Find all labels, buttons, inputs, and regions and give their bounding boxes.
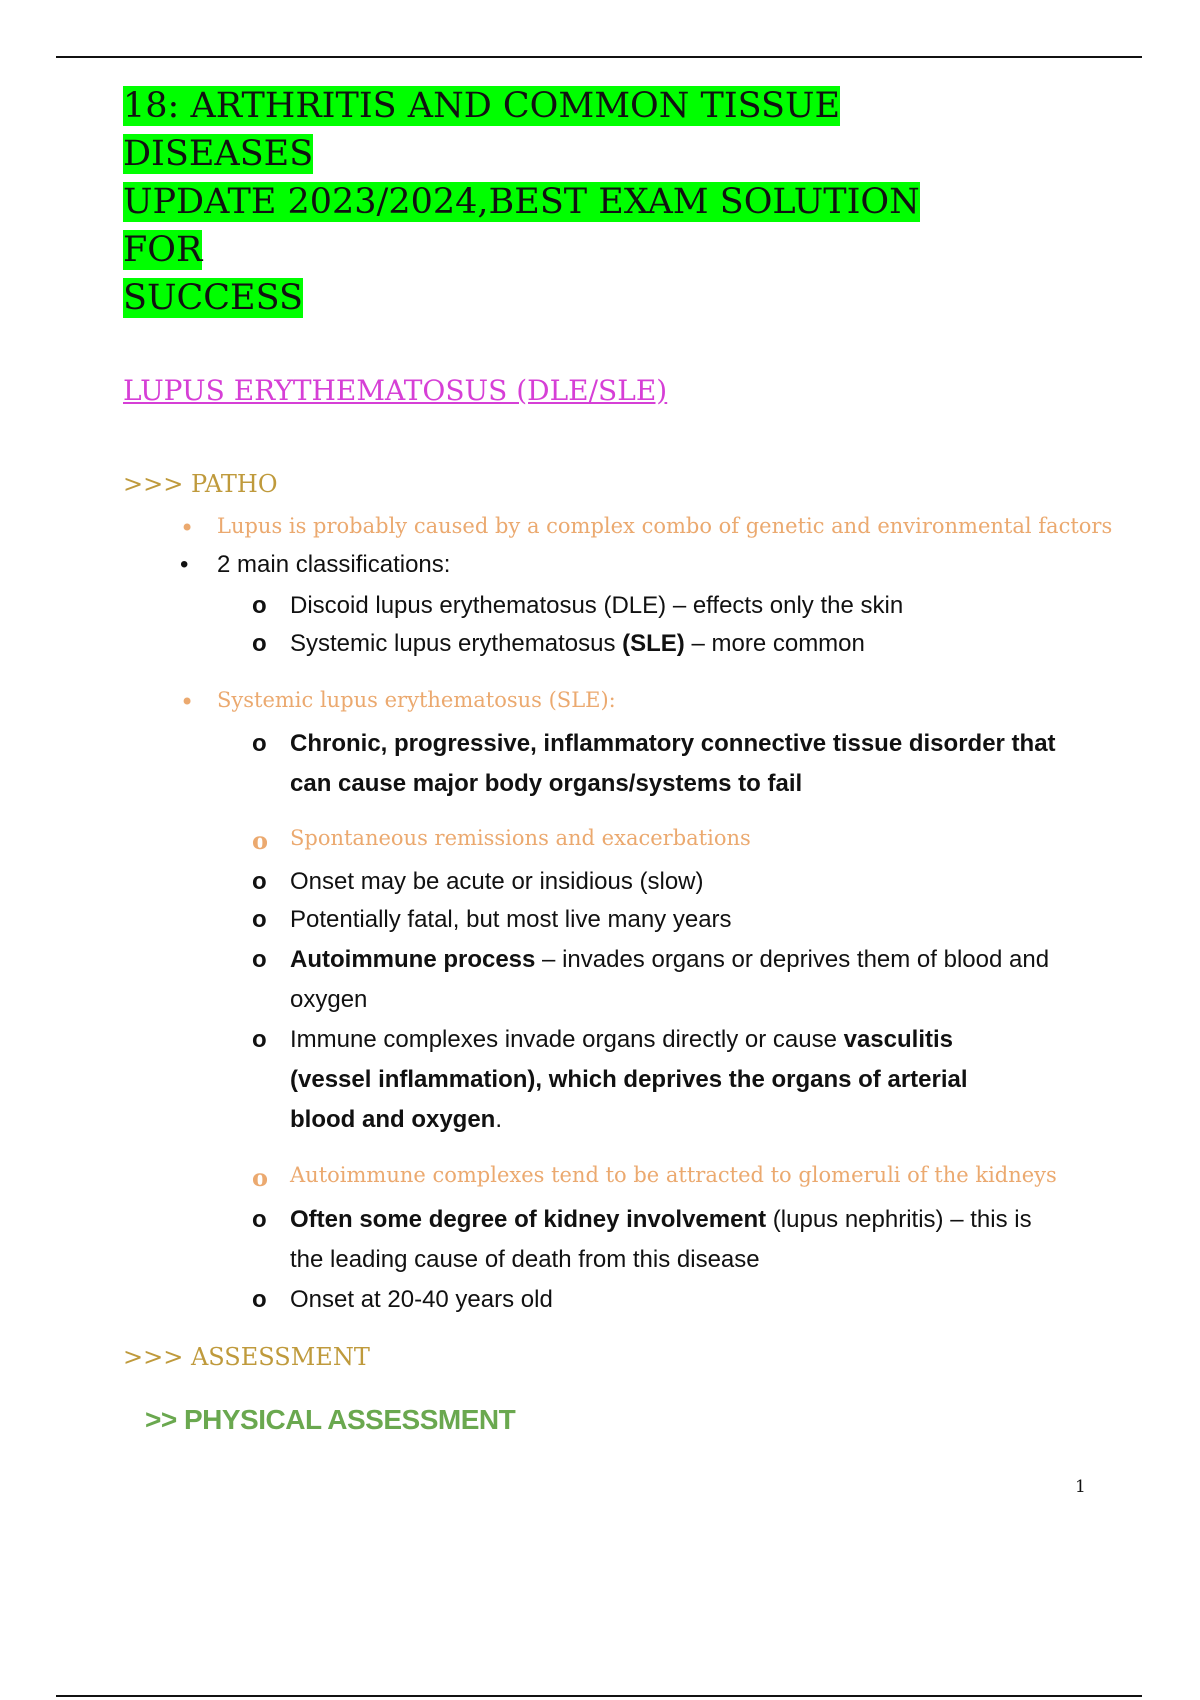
assessment-heading: >>> ASSESSMENT	[123, 1343, 370, 1371]
circle-bullet-icon: o	[252, 826, 269, 855]
remissions-text: Spontaneous remissions and exacerbations	[290, 826, 751, 850]
kidney-line1	[290, 1200, 1032, 1240]
physical-assessment-heading: >> PHYSICAL ASSESSMENT	[145, 1404, 516, 1435]
patho-heading: >>> PATHO	[123, 470, 278, 498]
circle-bullet-icon: o	[252, 1163, 269, 1192]
page-number: 1	[1075, 1477, 1086, 1497]
kidney-term: Often some degree of kidney involvement	[290, 1206, 767, 1233]
autoimmune-line2: oxygen	[290, 986, 368, 1013]
sle-text	[290, 624, 865, 664]
bullet-icon: •	[180, 514, 195, 542]
immune-line1-a: Immune complexes invade organs directly or cause	[290, 1026, 844, 1053]
sle-text-a: Systemic lupus erythematosus	[290, 630, 623, 657]
bottom-rule	[56, 1695, 1142, 1697]
document-title	[123, 82, 1003, 322]
circle-bullet-icon: o	[252, 1286, 267, 1313]
dle-text: Discoid lupus erythematosus (DLE) – effects only the skin	[290, 592, 904, 619]
sle-heading-text: Systemic lupus erythematosus (SLE):	[217, 688, 616, 712]
autoimmune-line1	[290, 940, 1049, 980]
bullet-icon: •	[180, 551, 189, 578]
circle-bullet-icon: o	[252, 868, 267, 895]
immune-line3	[290, 1100, 502, 1140]
circle-bullet-icon: o	[252, 592, 267, 619]
circle-bullet-icon: o	[252, 630, 267, 657]
onset-acute-text: Onset may be acute or insidious (slow)	[290, 868, 704, 895]
title-line2: UPDATE 2023/2024,BEST EXAM SOLUTION FOR	[123, 182, 920, 270]
circle-bullet-icon: o	[252, 730, 267, 757]
circle-bullet-icon: o	[252, 1026, 267, 1053]
title-line1-part2: AND COMMON TISSUE DISEASES	[123, 86, 841, 174]
chronic-line1: Chronic, progressive, inflammatory connective tissue disorder that	[290, 730, 1056, 757]
circle-bullet-icon: o	[252, 906, 267, 933]
kidney-desc: (lupus nephritis) – this is	[766, 1206, 1032, 1233]
autoimmune-desc: – invades organs or deprives them of blood and	[535, 946, 1050, 973]
title-line3: SUCCESS	[123, 278, 303, 318]
onset-age-text: Onset at 20-40 years old	[290, 1286, 553, 1313]
bullet-icon: •	[180, 688, 195, 716]
lupus-heading: LUPUS ERYTHEMATOSUS (DLE/SLE)	[123, 374, 668, 407]
circle-bullet-icon: o	[252, 1206, 267, 1233]
immune-line1-b: vasculitis	[843, 1026, 953, 1053]
immune-line1	[290, 1020, 953, 1060]
glomeruli-text: Autoimmune complexes tend to be attracted to glomeruli of the kidneys	[290, 1163, 1057, 1187]
sle-text-c: – more common	[684, 630, 865, 657]
immune-line3-a: blood and oxygen	[290, 1106, 496, 1133]
chronic-line2: can cause major body organs/systems to fail	[290, 770, 803, 797]
immune-line2: (vessel inflammation), which deprives the organs of arterial	[290, 1066, 968, 1093]
kidney-line2: the leading cause of death from this disease	[290, 1246, 760, 1273]
top-rule	[56, 56, 1142, 58]
patho-cause-text: Lupus is probably caused by a complex combo of genetic and environmental factors	[217, 514, 1113, 538]
sle-text-b: (SLE)	[622, 630, 685, 657]
title-line1-part1: 18: ARTHRITIS	[123, 86, 397, 126]
immune-line3-b: .	[495, 1106, 503, 1133]
classifications-text: 2 main classifications:	[217, 551, 451, 578]
fatal-text: Potentially fatal, but most live many years	[290, 906, 732, 933]
circle-bullet-icon: o	[252, 946, 267, 973]
autoimmune-term: Autoimmune process	[290, 946, 536, 973]
